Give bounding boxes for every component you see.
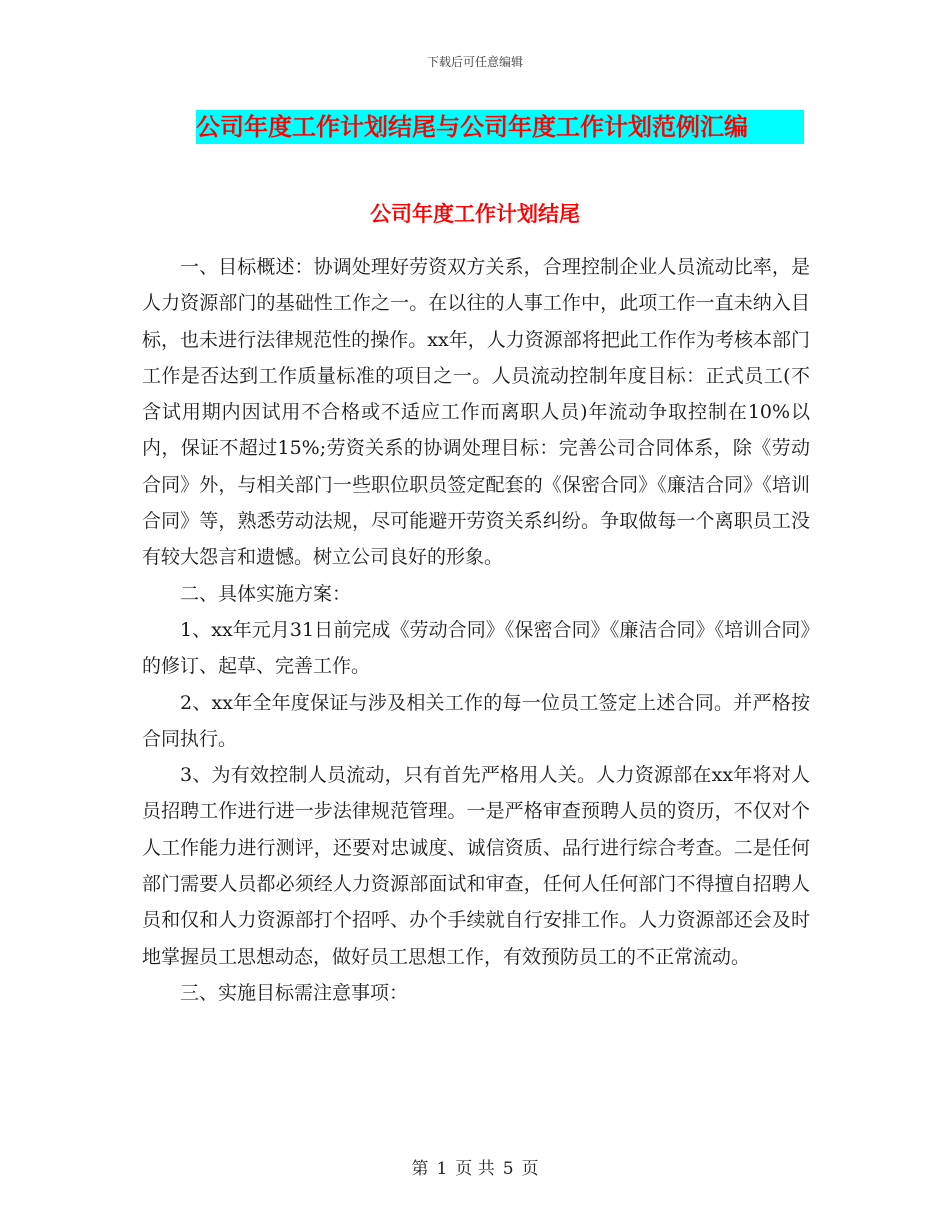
paragraph-plan-item-2: 2、xx年全年度保证与涉及相关工作的每一位员工签定上述合同。并严格按合同执行。 bbox=[142, 691, 810, 750]
paragraph-plan-heading: 二、具体实施方案： bbox=[180, 582, 352, 605]
footer-prefix: 第 bbox=[411, 1159, 429, 1179]
document-body bbox=[142, 249, 810, 1011]
footer-middle: 页 共 bbox=[455, 1159, 495, 1179]
paragraph-notes-heading: 三、实施目标需注意事项： bbox=[180, 981, 409, 1004]
page-number: 1 bbox=[436, 1159, 448, 1179]
paragraph-plan-item-3: 3、为有效控制人员流动，只有首先严格用人关。人力资源部在xx年将对人员招聘工作进行进一步法律规范管理。一是严格审查预聘人员的资历，不仅对个人工作能力进行测评，还要对忠诚度、诚信资质、品行进行综合考查。二是任何部门需要人员都必须经人力资源部面试和审查，任何人任何部门不得擅自招聘人员和仅和人力资源部打个招呼、办个手续就自行安排工作。人力资源部还会及时地掌握员工思想动态，做好员工思想工作，有效预防员工的不正常流动。 bbox=[142, 764, 810, 968]
document-title: 公司年度工作计划结尾与公司年度工作计划范例汇编 bbox=[196, 110, 804, 144]
page-footer bbox=[0, 1154, 950, 1179]
header-note: 下载后可任意编辑 bbox=[426, 55, 523, 69]
page-total: 5 bbox=[502, 1159, 514, 1179]
paragraph-plan-item-1: 1、xx年元月31日前完成《劳动合同》《保密合同》《廉洁合同》《培训合同》的修订、起草、完善工作。 bbox=[142, 618, 810, 678]
paragraph-goal-overview: 一、目标概述：协调处理好劳资双方关系，合理控制企业人员流动比率，是人力资源部门的基础性工作之一。在以往的人事工作中，此项工作一直未纳入目标，也未进行法律规范性的操作。xx年，人力资源部将把此工作作为考核本部门工作是否达到工作质量标准的项目之一。人员流动控制年度目标：正式员工(不含试用期内因试用不合格或不适应工作而离职人员)年流动争取控制在10%以内，保证不超过15%;劳资关系的协调处理目标：完善公司合同体系，除《劳动合同》外，与相关部门一些职位职员签定配套的《保密合同》《廉洁合同》《培训合同》等，熟悉劳动法规，尽可能避开劳资关系纠纷。争取做每一个离职员工没有较大怨言和遗憾。树立公司良好的形象。 bbox=[142, 256, 810, 569]
footer-suffix: 页 bbox=[521, 1159, 539, 1179]
section-title: 公司年度工作计划结尾 bbox=[370, 201, 580, 226]
